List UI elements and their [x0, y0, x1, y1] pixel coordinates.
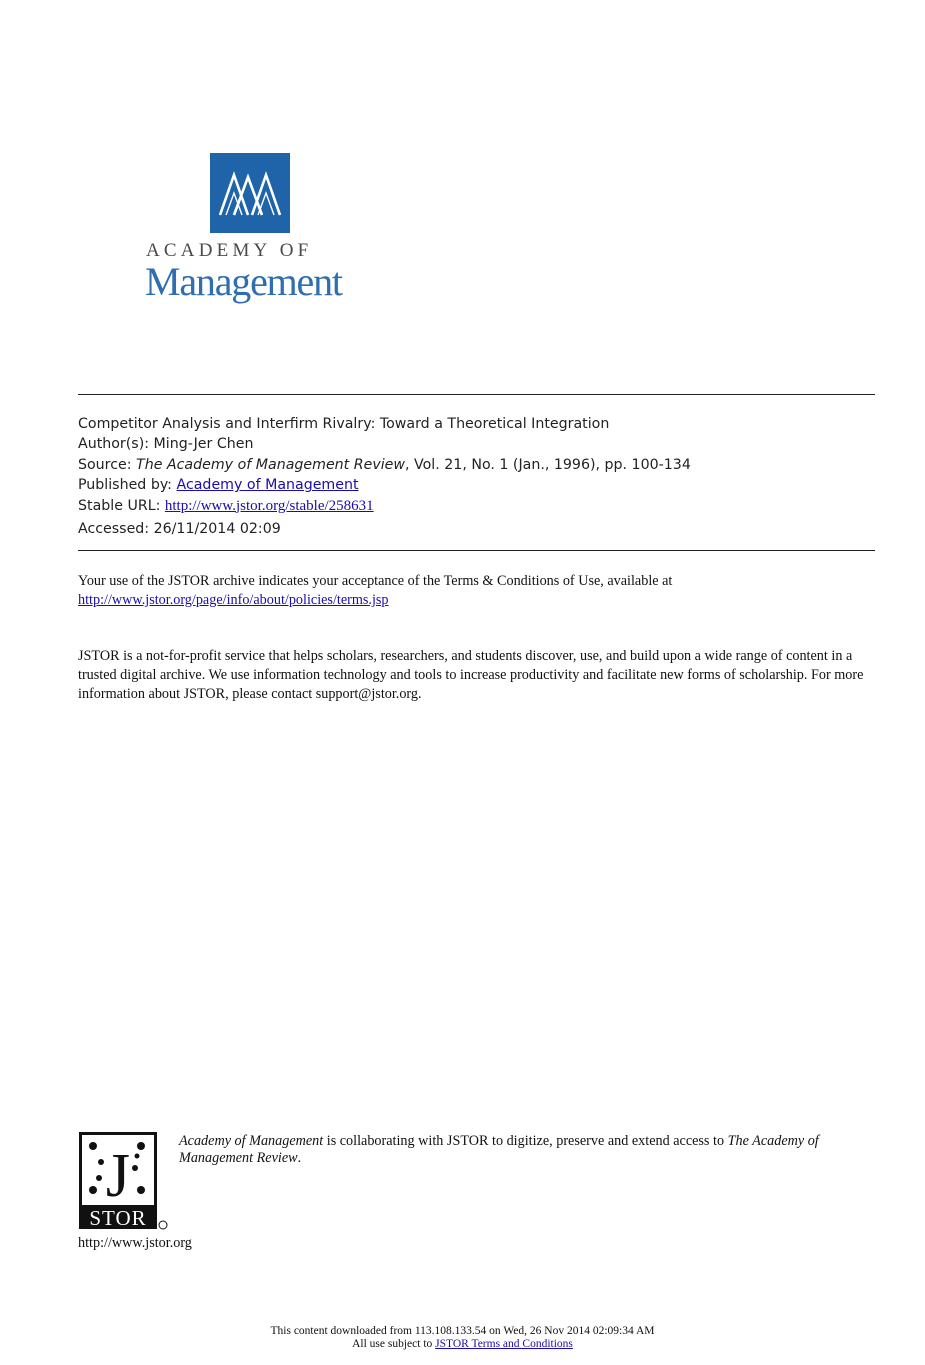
source-label: Source:	[78, 456, 137, 473]
citation-block	[78, 414, 878, 539]
jstor-url: http://www.jstor.org	[78, 1235, 192, 1251]
jstor-logo-letter: J	[105, 1142, 131, 1210]
publisher-link[interactable]: Academy of Management	[176, 477, 359, 494]
author-label: Author(s):	[78, 436, 154, 453]
terms-notice-prefix: All use subject to	[352, 1338, 436, 1350]
author-name: Ming-Jer Chen	[153, 436, 254, 453]
collab-journal: The Academy of Management Review	[179, 1133, 819, 1166]
collaboration-text	[179, 1133, 879, 1166]
terms-paragraph	[78, 572, 878, 610]
stable-url-line	[78, 496, 878, 516]
collab-org: Academy of Management	[179, 1133, 324, 1149]
article-title: Competitor Analysis and Interfirm Rivalry: Toward a Theoretical Integration	[78, 416, 610, 432]
bottom-divider	[78, 550, 875, 551]
source-journal: The Academy of Management Review	[136, 456, 405, 473]
publisher-label: Published by:	[78, 477, 177, 494]
top-divider	[78, 394, 875, 395]
logo-line-1: ACADEMY OF	[146, 240, 313, 261]
terms-text: Your use of the JSTOR archive indicates your acceptance of the Terms & Conditions of Use, available at	[78, 573, 673, 589]
author-line	[78, 434, 878, 454]
source-line	[78, 455, 878, 475]
download-notice: This content downloaded from 113.108.133.54 on Wed, 26 Nov 2014 02:09:34 AM	[270, 1325, 655, 1337]
about-paragraph: JSTOR is a not-for-profit service that helps scholars, researchers, and students discover, use, and build upon a wide range of content in a trusted digital archive. We use information technology and tools to increase productivity and facilitate new forms of scholarship. For more information about JSTOR, please contact support@jstor.org.	[78, 648, 864, 702]
jstor-terms-link[interactable]: JSTOR Terms and Conditions	[435, 1338, 573, 1350]
academy-of-management-logo	[146, 150, 366, 315]
collab-middle: is collaborating with JSTOR to digitize, preserve and extend access to	[323, 1133, 728, 1149]
accessed-line: Accessed: 26/11/2014 02:09	[78, 520, 281, 537]
collab-end: .	[297, 1149, 302, 1166]
source-details: , Vol. 21, No. 1 (Jan., 1996), pp. 100-134	[405, 456, 691, 473]
logo-line-2: Management	[145, 259, 342, 304]
terms-notice	[0, 1338, 925, 1351]
jstor-logo	[79, 1132, 169, 1232]
stable-url-link[interactable]: http://www.jstor.org/stable/258631	[164, 497, 374, 514]
stable-url-label: Stable URL:	[78, 497, 165, 514]
academy-of-management-logo-icon	[210, 153, 290, 233]
terms-link[interactable]: http://www.jstor.org/page/info/about/policies/terms.jsp	[78, 592, 389, 608]
publisher-line	[78, 475, 878, 495]
jstor-logo-wordmark: STOR	[89, 1206, 147, 1230]
